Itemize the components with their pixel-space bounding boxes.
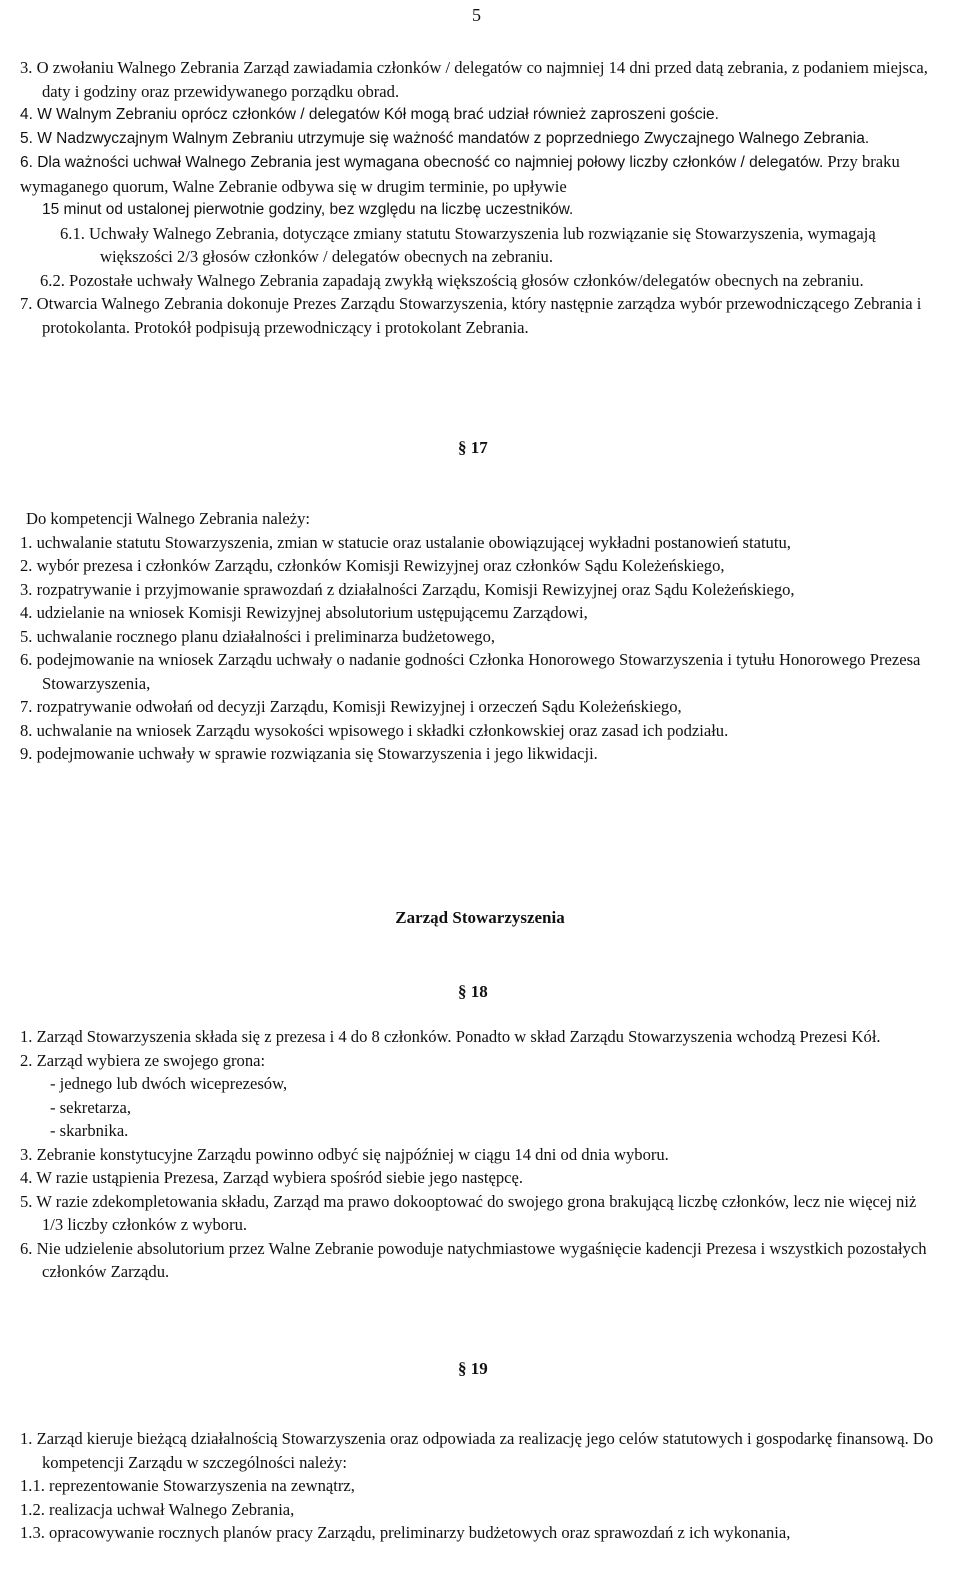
walne-zebranie-rules	[20, 56, 940, 339]
section-18-dash-2: - sekretarza,	[50, 1097, 132, 1117]
section-17-item-5: 5. uchwalanie rocznego planu działalności i preliminarza budżetowego,	[20, 626, 496, 646]
section-17-item-8: 8. uchwalanie na wniosek Zarządu wysokości wpisowego i składki członkowskiej oraz zasad ich podziału.	[20, 720, 729, 740]
section-17-item-7: 7. rozpatrywanie odwołań od decyzji Zarządu, Komisji Rewizyjnej i orzeczeń Sądu Koleżeńskiego,	[20, 697, 682, 716]
section-18-item-4: 4. W razie ustąpienia Prezesa, Zarząd wybiera spośród siebie jego następcę.	[20, 1168, 523, 1187]
rule-6	[20, 150, 940, 198]
section-17-symbol: § 17	[458, 438, 488, 457]
section-18-item-6: 6. Nie udzielenie absolutorium przez Walne Zebranie powoduje natychmiastowe wygaśnięcie kadencji Prezesa i wszystkich pozostałych członków Zarządu.	[20, 1238, 927, 1281]
rule-5: 5. W Nadzwyczajnym Walnym Zebraniu utrzymuje się ważność mandatów z poprzedniego Zwyczajnego Walnego Zebrania.	[20, 129, 870, 147]
rule-6-text: 6. Dla ważności uchwał Walnego Zebrania jest wymagana obecność co najmniej połowy liczby członków / delegatów.	[20, 154, 824, 171]
section-18-item-3: 3. Zebranie konstytucyjne Zarządu powinno odbyć się najpóźniej w ciągu 14 dni od dnia wyboru.	[20, 1144, 669, 1164]
section-17-item-2: 2. wybór prezesa i członków Zarządu, członków Komisji Rewizyjnej oraz członków Sądu Koleżeńskiego,	[20, 556, 725, 575]
rule-4: 4. W Walnym Zebraniu oprócz członków / delegatów Kół mogą brać udział również zaproszeni goście.	[20, 106, 719, 123]
section-17-intro: Do kompetencji Walnego Zebrania należy:	[26, 509, 311, 528]
rule-7: 7. Otwarcia Walnego Zebrania dokonuje Prezes Zarządu Stowarzyszenia, który następnie zarządza wybór przewodniczącego Zebrania i protokolanta. Protokół podpisują przewodniczący i protokolant Zebrania.	[20, 294, 922, 337]
rule-6-2: 6.2. Pozostałe uchwały Walnego Zebrania zapadają zwykłą większością głosów członków/delegatów obecnych na zebraniu.	[40, 270, 864, 290]
section-17-item-9: 9. podejmowanie uchwały w sprawie rozwiązania się Stowarzyszenia i jego likwidacji.	[20, 744, 598, 763]
section-18-symbol: § 18	[458, 982, 488, 1001]
section-17-item-6: 6. podejmowanie na wniosek Zarządu uchwały o nadanie godności Członka Honorowego Stowarzyszenia i tytułu Honorowego Prezesa Stowarzyszenia,	[20, 650, 921, 693]
section-17-item-1: 1. uchwalanie statutu Stowarzyszenia, zmian w statucie oraz ustalanie obowiązującej wykładni postanowień statutu,	[20, 532, 791, 552]
rule-3: 3. O zwołaniu Walnego Zebrania Zarząd zawiadamia członków / delegatów co najmniej 14 dni przed datą zebrania, z podaniem miejsca, daty i godziny oraz przewidywanego porządku obrad.	[20, 58, 928, 101]
heading-zarzad: Zarząd Stowarzyszenia	[395, 908, 565, 927]
rule-6-quorum: Przy braku wymaganego quorum, Walne Zebranie odbywa się w drugim terminie, po upływie	[20, 152, 900, 196]
section-17-item-4: 4. udzielanie na wniosek Komisji Rewizyjnej absolutorium ustępującemu Zarządowi,	[20, 603, 588, 622]
section-18-item-2: 2. Zarząd wybiera ze swojego grona:	[20, 1050, 266, 1070]
section-18-dash-3: - skarbnika.	[50, 1121, 129, 1140]
section-17	[20, 507, 940, 766]
section-19	[20, 1427, 940, 1545]
section-19-symbol: § 19	[458, 1359, 488, 1378]
rule-6-1: 6.1. Uchwały Walnego Zebrania, dotyczące zmiany statutu Stowarzyszenia lub rozwiązanie się Stowarzyszenia, wymagają większości 2/3 głosów członków / delegatów obecnych na zebraniu.	[60, 223, 876, 266]
section-18-dash-1: - jednego lub dwóch wiceprezesów,	[50, 1074, 288, 1093]
section-19-sub-3: 1.3. opracowywanie rocznych planów pracy Zarządu, preliminarzy budżetowych oraz sprawozdań z ich wykonania,	[20, 1523, 791, 1542]
section-19-intro: 1. Zarząd kieruje bieżącą działalnością Stowarzyszenia oraz odpowiada za realizację jego celów statutowych i gospodarkę finansową. Do kompetencji Zarządu w szczególności należy:	[20, 1429, 934, 1472]
section-18-item-1: 1. Zarząd Stowarzyszenia składa się z prezesa i 4 do 8 członków. Ponadto w skład Zarządu Stowarzyszenia wchodzą Prezesi Kół.	[20, 1027, 881, 1046]
section-17-item-3: 3. rozpatrywanie i przyjmowanie sprawozdań z działalności Zarządu, Komisji Rewizyjnej oraz Sądu Koleżeńskiego,	[20, 579, 795, 599]
section-19-sub-1: 1.1. reprezentowanie Stowarzyszenia na zewnątrz,	[20, 1476, 355, 1495]
section-18-item-5: 5. W razie zdekompletowania składu, Zarząd ma prawo dokooptować do swojego grona brakującą liczbę członków, lecz nie więcej niż 1/3 liczby członków z wyboru.	[20, 1191, 917, 1234]
rule-6-minutes: 15 minut od ustalonej pierwotnie godziny, bez względu na liczbę uczestników.	[42, 201, 574, 218]
page-number: 5	[472, 5, 481, 25]
section-18	[20, 1025, 940, 1284]
section-19-sub-2: 1.2. realizacja uchwał Walnego Zebrania,	[20, 1499, 295, 1519]
